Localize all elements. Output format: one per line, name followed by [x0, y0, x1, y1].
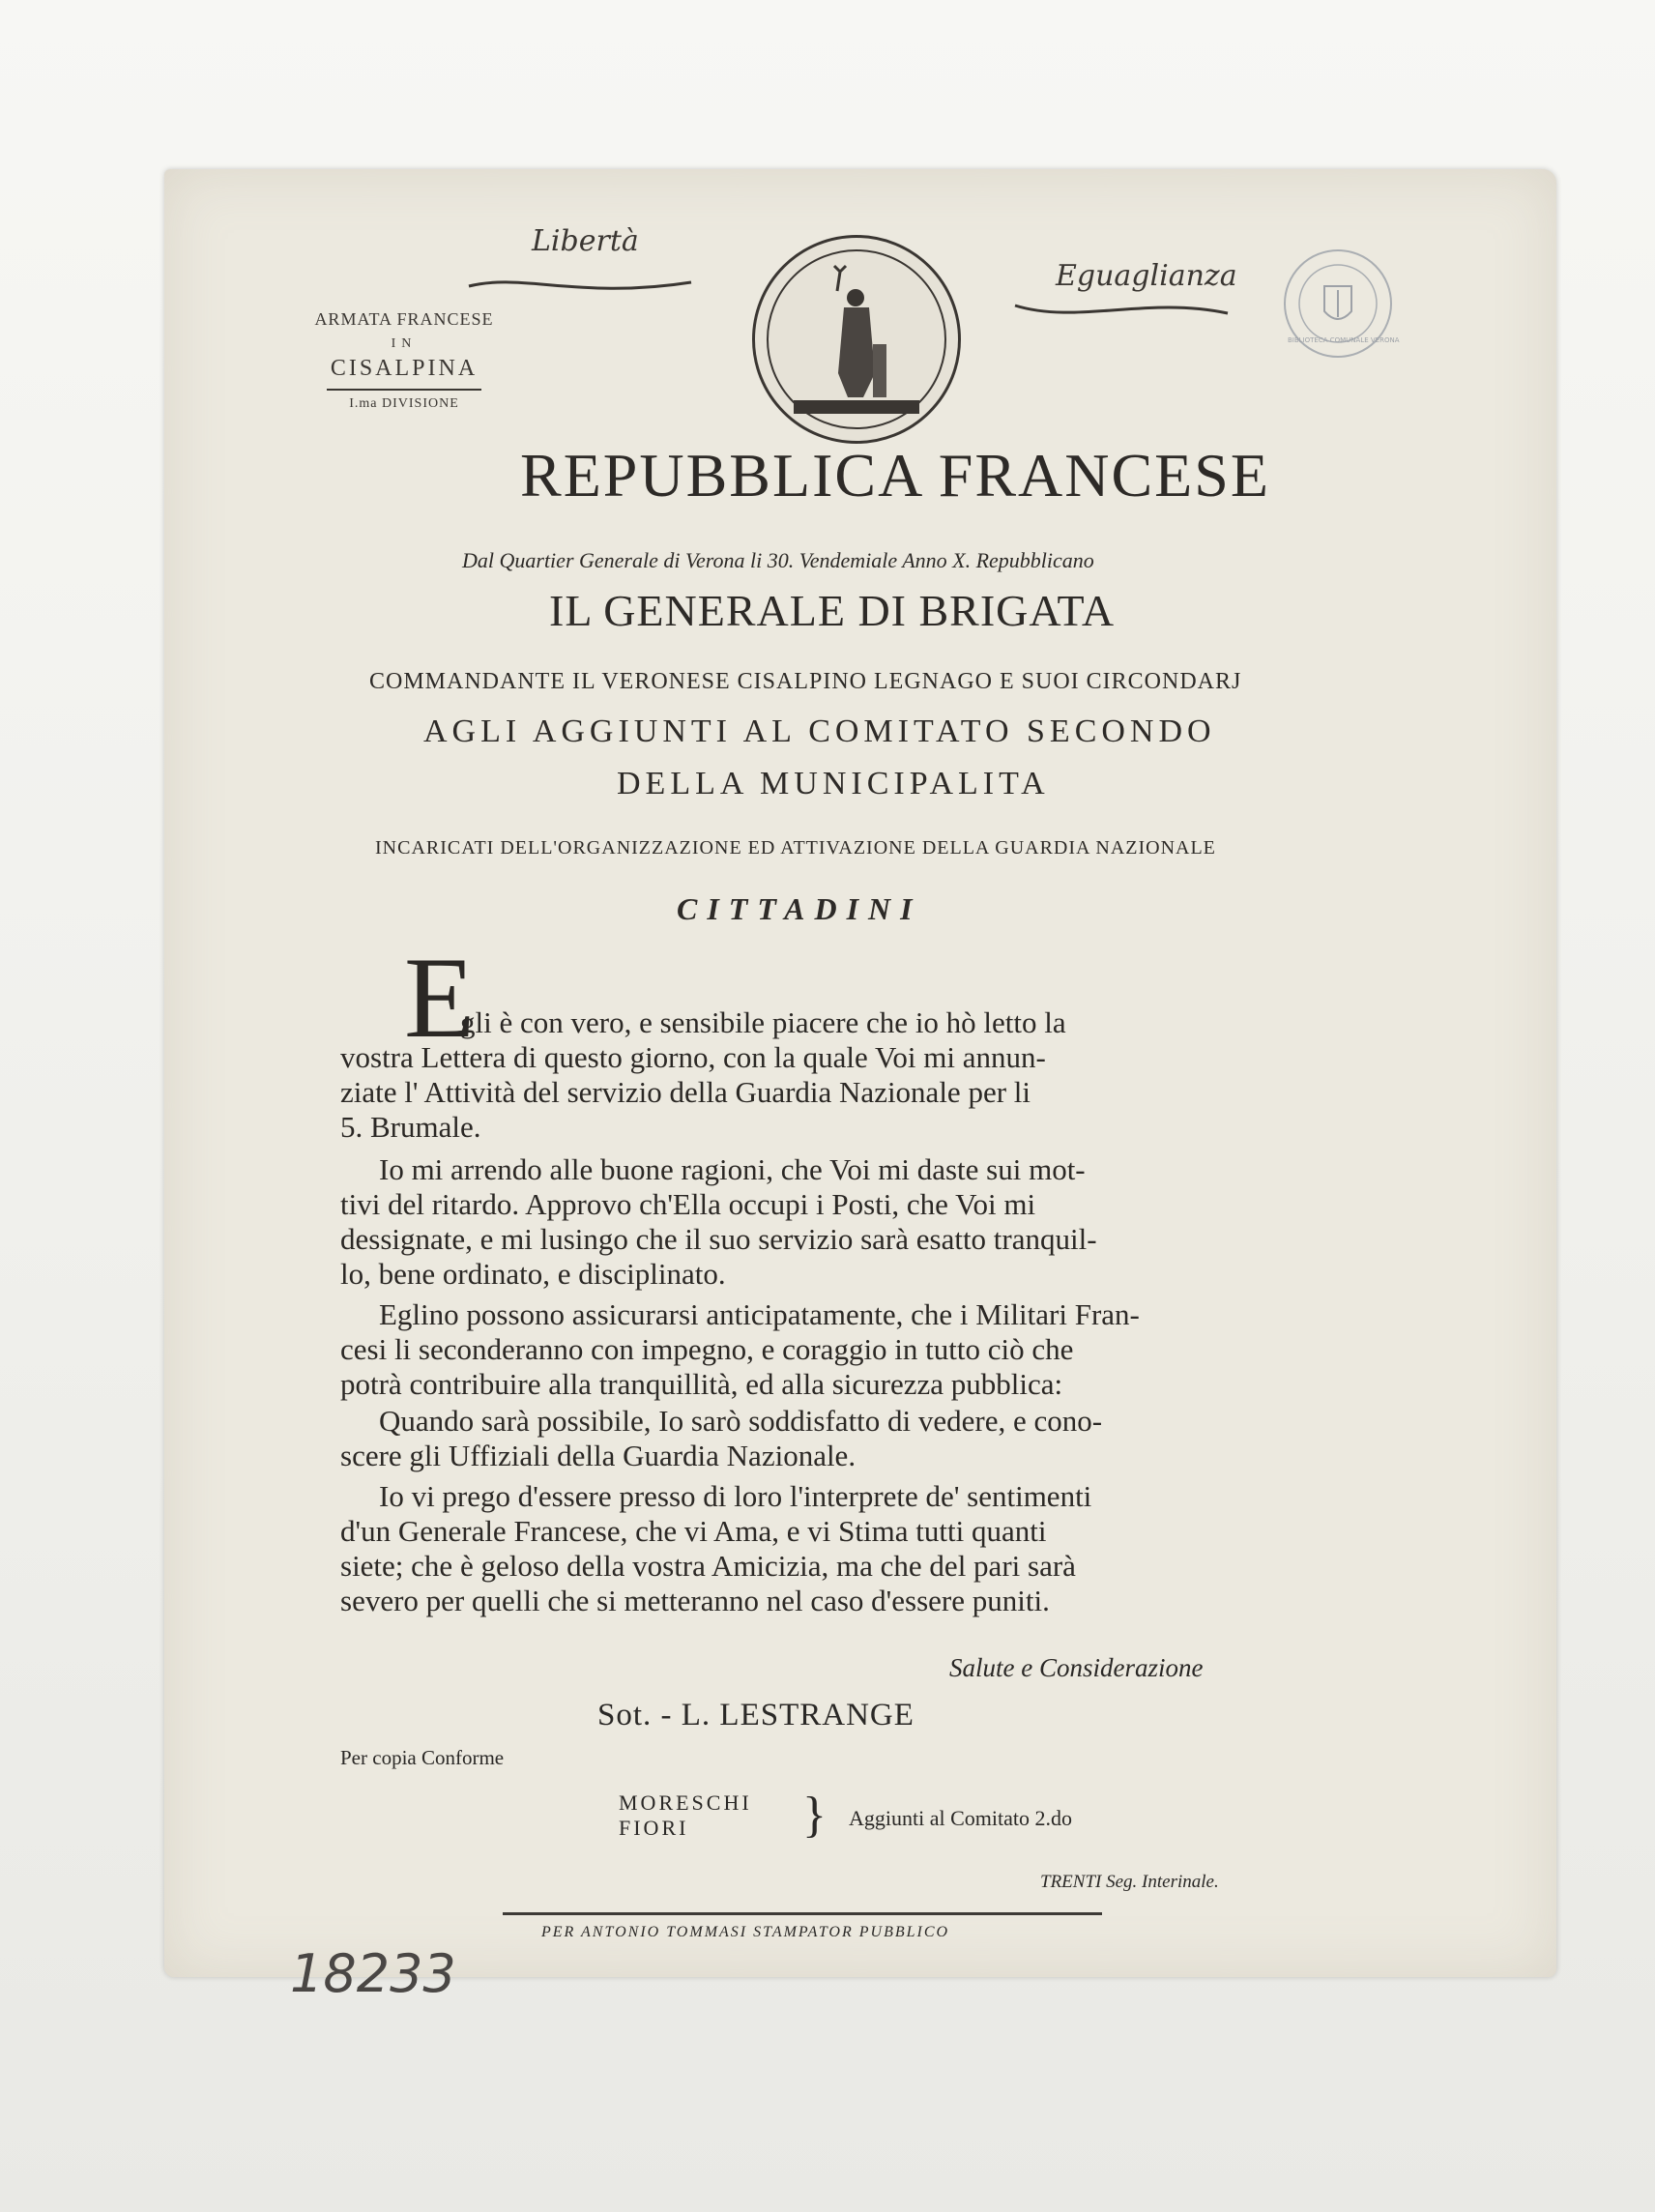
body-line: scere gli Uffiziali della Guardia Nazionale. [340, 1439, 857, 1472]
inventory-number: 18233 [290, 1943, 456, 2004]
charge-line: INCARICATI DELL'ORGANIZZAZIONE ED ATTIVAZIONE DELLA GUARDIA NAZIONALE [375, 837, 1216, 859]
dateline: Dal Quartier Generale di Verona li 30. Vendemiale Anno X. Repubblicano [462, 548, 1094, 572]
flourish-right [1010, 296, 1233, 325]
army-line-3: CISALPINA [330, 356, 479, 381]
army-rule [327, 387, 481, 393]
body-line: potrà contribuire alla tranquillità, ed alla sicurezza pubblica: [340, 1367, 1063, 1401]
library-stamp [1284, 249, 1400, 358]
republic-title: REPUBBLICA FRANCESE [520, 441, 1270, 509]
liberty-figure-icon [755, 238, 958, 441]
body-line: Eglino possono assicurarsi anticipatamente, che i Militari Fran- [379, 1297, 1140, 1331]
footer-rule [503, 1912, 1102, 1915]
body-line: ziate l' Attività del servizio della Guardia Nazionale per li [340, 1075, 1031, 1109]
body-line: dessignate, e mi lusingo che il suo servizio sarà esatto tranquil- [340, 1222, 1097, 1256]
salute-line: Salute e Considerazione [949, 1653, 1204, 1682]
body-line: severo per quelli che si metteranno nel caso d'essere puniti. [340, 1584, 1050, 1617]
motto-eguaglianza: Eguaglianza [1056, 259, 1237, 293]
secretary-line: TRENTI Seg. Interinale. [1040, 1872, 1219, 1892]
printer-line: PER ANTONIO TOMMASI STAMPATOR PUBBLICO [541, 1924, 950, 1940]
flourish-left [464, 273, 696, 300]
general-title: IL GENERALE DI BRIGATA [549, 586, 1116, 635]
salutation: CITTADINI [677, 891, 922, 926]
name-moreschi: MORESCHI [619, 1790, 752, 1815]
body-line: Io vi prego d'essere presso di loro l'interprete de' sentimenti [379, 1479, 1092, 1513]
body-line: cesi li seconderanno con impegno, e coraggio in tutto ciò che [340, 1332, 1074, 1366]
brace-mark: } [802, 1788, 827, 1843]
body-line: Io mi arrendo alle buone ragioni, che Voi mi daste sui mot- [379, 1152, 1086, 1186]
addressee-line-2: DELLA MUNICIPALITA [617, 766, 1050, 801]
addressee-line-1: AGLI AGGIUNTI AL COMITATO SECONDO [423, 713, 1216, 749]
army-line-4: I.ma DIVISIONE [349, 396, 459, 411]
body-line: gli è con vero, e sensibile piacere che io hò letto la [460, 1005, 1066, 1039]
republic-seal [752, 235, 961, 444]
body-line: siete; che è geloso della vostra Amicizia, ma che del pari sarà [340, 1549, 1076, 1583]
body-line: Quando sarà possibile, Io sarò soddisfatto di vedere, e cono- [379, 1404, 1103, 1438]
body-line: lo, bene ordinato, e disciplinato. [340, 1257, 726, 1291]
army-line-2: IN [391, 336, 418, 351]
drop-cap: E [404, 933, 476, 1062]
signature: Sot. - L. LESTRANGE [597, 1698, 915, 1732]
name-fiori: FIORI [619, 1816, 689, 1840]
body-line: d'un Generale Francese, che vi Ama, e vi Stima tutti quanti [340, 1514, 1047, 1548]
committee-role: Aggiunti al Comitato 2.do [849, 1806, 1072, 1830]
body-line: tivi del ritardo. Approvo ch'Ella occupi i Posti, che Voi mi [340, 1187, 1036, 1221]
motto-liberta: Libertà [532, 224, 639, 258]
copy-note: Per copia Conforme [340, 1746, 505, 1769]
stamp-text: BIBLIOTECA COMUNALE VERONA [1288, 336, 1400, 344]
command-line: COMMANDANTE IL VERONESE CISALPINO LEGNAGO E SUOI CIRCONDARJ [369, 669, 1242, 694]
army-line-1: ARMATA FRANCESE [314, 309, 494, 329]
body-line: 5. Brumale. [340, 1110, 481, 1144]
body-line: vostra Lettera di questo giorno, con la quale Voi mi annun- [340, 1040, 1046, 1074]
